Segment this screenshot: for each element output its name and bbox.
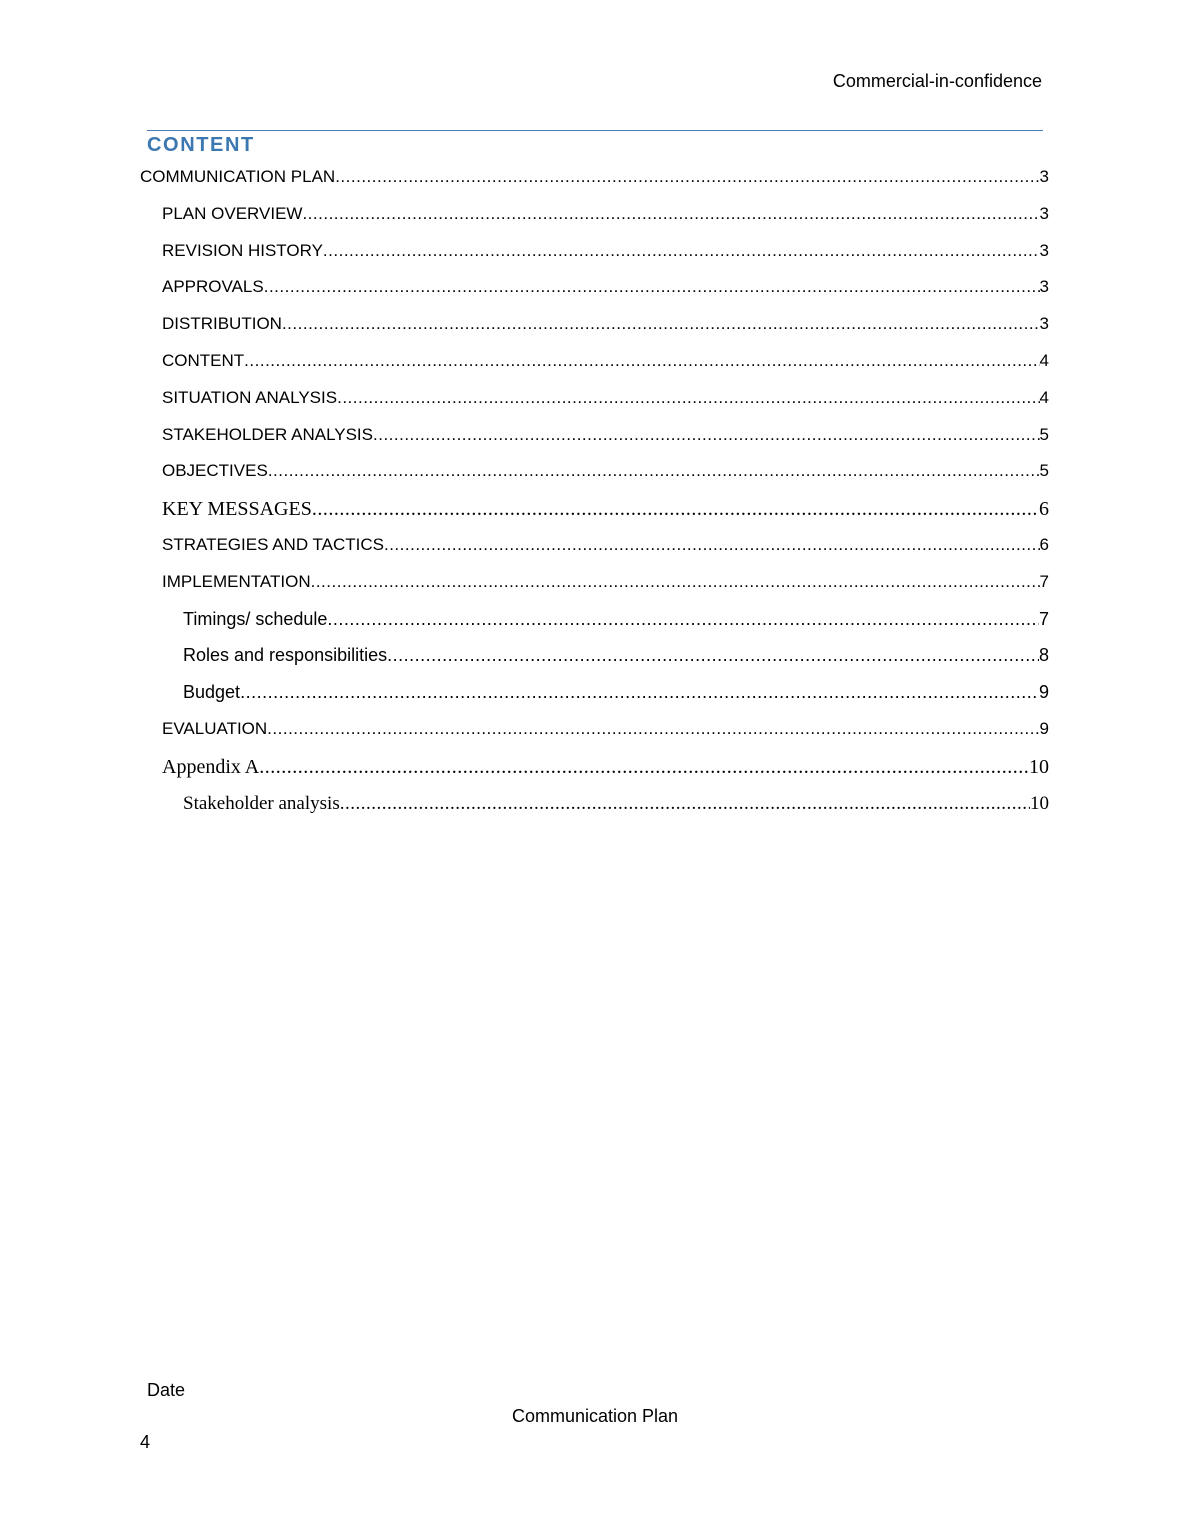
- toc-entry-label: STRATEGIES AND TACTICS: [162, 535, 384, 554]
- toc-entry[interactable]: [140, 167, 1049, 204]
- footer-date: Date: [147, 1380, 186, 1400]
- toc-entry-page: 9: [1038, 682, 1049, 703]
- toc-entry-page: 9: [1039, 719, 1049, 738]
- toc-dot-leader: [373, 425, 1040, 445]
- toc-entry[interactable]: [162, 498, 1049, 535]
- toc-entry[interactable]: [162, 572, 1049, 609]
- toc-entry[interactable]: [162, 388, 1049, 425]
- footer-document-title: Communication Plan: [511, 1406, 679, 1426]
- toc-entry-page: 5: [1039, 461, 1049, 481]
- toc-entry-page: 3: [1039, 240, 1049, 260]
- toc-entry[interactable]: [183, 645, 1049, 682]
- toc-dot-leader: [302, 204, 1039, 224]
- toc-dot-leader: [384, 535, 1040, 555]
- toc-dot-leader: [337, 388, 1039, 408]
- toc-entry-label: REVISION HISTORY: [162, 240, 323, 260]
- toc-entry-page: 3: [1039, 167, 1049, 186]
- toc-entry-label: PLAN OVERVIEW: [162, 203, 303, 223]
- toc-entry-label: CONTENT: [162, 351, 245, 370]
- toc-dot-leader: [282, 314, 1040, 334]
- toc-entry-label: DISTRIBUTION: [162, 314, 282, 334]
- toc-entry-page: 6: [1039, 535, 1049, 554]
- toc-entry[interactable]: [162, 425, 1049, 462]
- toc-entry-label: Roles and responsibilities: [183, 645, 388, 666]
- toc-dot-leader: [240, 682, 1039, 703]
- toc-entry[interactable]: [162, 351, 1049, 388]
- toc-dot-leader: [335, 167, 1039, 187]
- toc-entry-page: 3: [1039, 277, 1049, 297]
- toc-entry-label: Budget: [183, 682, 241, 703]
- toc-entry[interactable]: [183, 793, 1049, 830]
- toc-entry-label: OBJECTIVES: [162, 461, 268, 481]
- toc-dot-leader: [244, 351, 1039, 371]
- toc-entry-page: 10: [1029, 755, 1049, 778]
- toc-entry-page: 4: [1039, 351, 1049, 370]
- toc-dot-leader: [268, 461, 1040, 481]
- toc-title: CONTENT: [147, 134, 255, 156]
- toc-entry-label: KEY MESSAGES: [162, 498, 312, 521]
- toc-dot-leader: [327, 609, 1039, 630]
- toc-entry-label: SITUATION ANALYSIS: [162, 387, 338, 407]
- toc-entry-label: Stakeholder analysis: [183, 792, 340, 814]
- toc-entry-label: COMMUNICATION PLAN: [140, 167, 336, 186]
- toc-entry-page: 5: [1039, 424, 1049, 444]
- toc-entry[interactable]: [162, 277, 1049, 314]
- footer-page-number: 4: [140, 1432, 151, 1452]
- toc-entry[interactable]: [162, 241, 1049, 278]
- toc-entry[interactable]: [162, 204, 1049, 241]
- toc-entry-page: 6: [1039, 498, 1049, 521]
- toc-entry-page: 7: [1038, 608, 1049, 629]
- toc-dot-leader: [259, 756, 1029, 779]
- toc-entry-label: Appendix A: [162, 755, 260, 778]
- toc-entry-page: 8: [1038, 645, 1049, 666]
- toc-dot-leader: [311, 572, 1040, 592]
- toc-entry[interactable]: [162, 314, 1049, 351]
- toc-dot-leader: [387, 645, 1039, 666]
- toc-entry-label: Timings/ schedule: [183, 608, 328, 629]
- toc-entry[interactable]: [183, 682, 1049, 719]
- toc-entry-page: 4: [1039, 387, 1049, 407]
- toc-entry-label: STAKEHOLDER ANALYSIS: [162, 424, 373, 444]
- toc-entry-page: 3: [1039, 203, 1049, 223]
- toc-dot-leader: [264, 277, 1040, 297]
- header-classification: Commercial-in-confidence: [832, 71, 1042, 91]
- toc-entry[interactable]: [162, 461, 1049, 498]
- toc-dot-leader: [323, 241, 1040, 261]
- toc-dot-leader: [340, 793, 1030, 815]
- toc-entry-label: APPROVALS: [162, 277, 264, 297]
- toc-dot-leader: [312, 498, 1039, 521]
- toc-entry-page: 7: [1039, 571, 1049, 591]
- toc-dot-leader: [267, 719, 1039, 739]
- toc-entry-label: IMPLEMENTATION: [162, 571, 311, 591]
- toc-entry-page: 10: [1030, 792, 1049, 814]
- toc-entry[interactable]: [162, 719, 1049, 756]
- toc-entry[interactable]: [183, 609, 1049, 646]
- toc-entry-label: EVALUATION: [162, 719, 268, 738]
- toc-entry-page: 3: [1039, 314, 1049, 334]
- title-divider: [147, 130, 1043, 131]
- toc-entry[interactable]: [162, 535, 1049, 572]
- toc-entry[interactable]: [162, 756, 1049, 793]
